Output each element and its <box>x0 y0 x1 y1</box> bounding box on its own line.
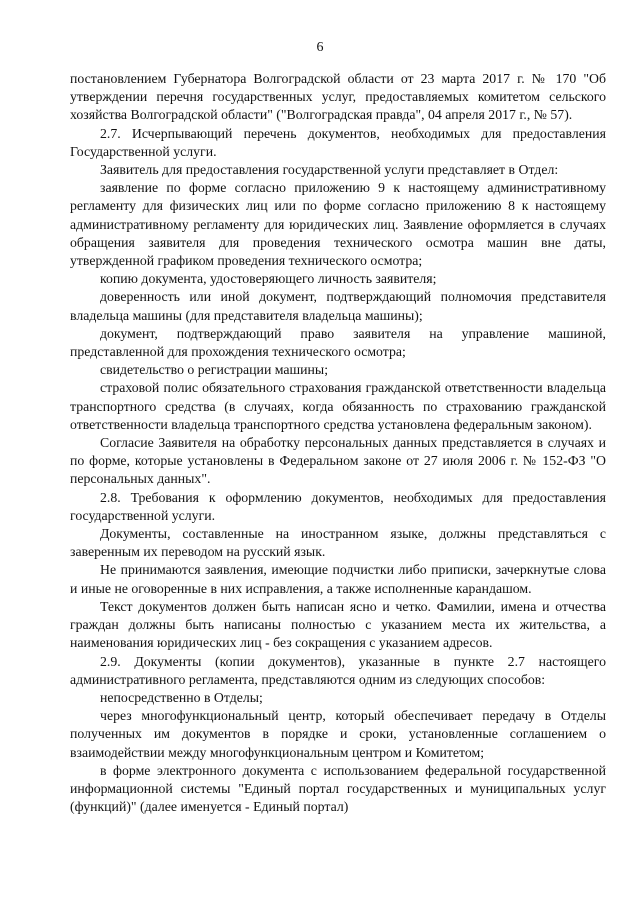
paragraph: Текст документов должен быть написан ясно и четко. Фамилии, имена и отчества граждан должны быть написаны полностью с указанием места их жительства, а наименования юридических лиц - без сокращения с указанием адресов. <box>70 598 606 651</box>
page-number: 6 <box>316 40 324 55</box>
paragraph: свидетельство о регистрации машины; <box>100 362 329 378</box>
paragraph: Документы, составленные на иностранном языке, должны представляться с заверенным их переводом на русский язык. <box>70 526 606 560</box>
paragraph: непосредственно в Отделы; <box>100 689 263 705</box>
paragraph: страховой полис обязательного страхования гражданской ответственности владельца транспортного средства (в случаях, когда обязанность по страхованию гражданской ответственности владельца транспортного средства установлена федеральным законом). <box>70 380 606 432</box>
paragraph: в форме электронного документа с использованием федеральной государственной информационной системы "Единый портал государственных и муниципальных услуг (функций)" (далее именуется - Единый портал) <box>70 762 606 815</box>
paragraph: заявление по форме согласно приложению 9 к настоящему административному регламенту для физических лиц или по форме согласно приложению 8 к настоящему административному регламенту для юридических лиц. Заявление оформляется в случаях обращения заявителя для проведения технического осмотра машин вне даты, утвержденной графиком проведения технического осмотра; <box>70 180 606 269</box>
paragraph: 2.8. Требования к оформлению документов, необходимых для предоставления государственной услуги. <box>70 489 606 523</box>
paragraph: Согласие Заявителя на обработку персональных данных представляется в случаях и по форме, которые установлены в Федеральном законе от 27 июля 2006 г. № 152-ФЗ "О персональных данных". <box>70 435 606 487</box>
paragraph: Не принимаются заявления, имеющие подчистки либо приписки, зачеркнутые слова и иные не оговоренные в них исправления, а также исполненные карандашом. <box>70 562 606 596</box>
paragraph: 2.9. Документы (копии документов), указанные в пункте 2.7 настоящего административного регламента, представляются одним из следующих способов: <box>70 653 606 687</box>
paragraph: Заявитель для предоставления государственной услуги представляет в Отдел: <box>100 162 559 178</box>
paragraph: доверенность или иной документ, подтверждающий полномочия представителя владельца машины (для представителя владельца машины); <box>70 289 606 323</box>
paragraph: копию документа, удостоверяющего личность заявителя; <box>100 271 437 287</box>
document-body <box>70 70 606 816</box>
paragraph: постановлением Губернатора Волгоградской области от 23 марта 2017 г. № 170 "Об утверждении перечня государственных услуг, предоставляемых комитетом сельского хозяйства Волгоградской области" ("Волгоградская правда", 04 апреля 2017 г., № 57). <box>70 71 606 123</box>
paragraph: документ, подтверждающий право заявителя на управление машиной, представленной для прохождения технического осмотра; <box>70 325 606 360</box>
paragraph: 2.7. Исчерпывающий перечень документов, необходимых для предоставления Государственной услуги. <box>70 125 606 159</box>
paragraph: через многофункциональный центр, который обеспечивает передачу в Отделы полученных им документов в порядке и сроки, установленные соглашением о взаимодействии между многофункциональным центром и Комитетом; <box>70 708 606 760</box>
